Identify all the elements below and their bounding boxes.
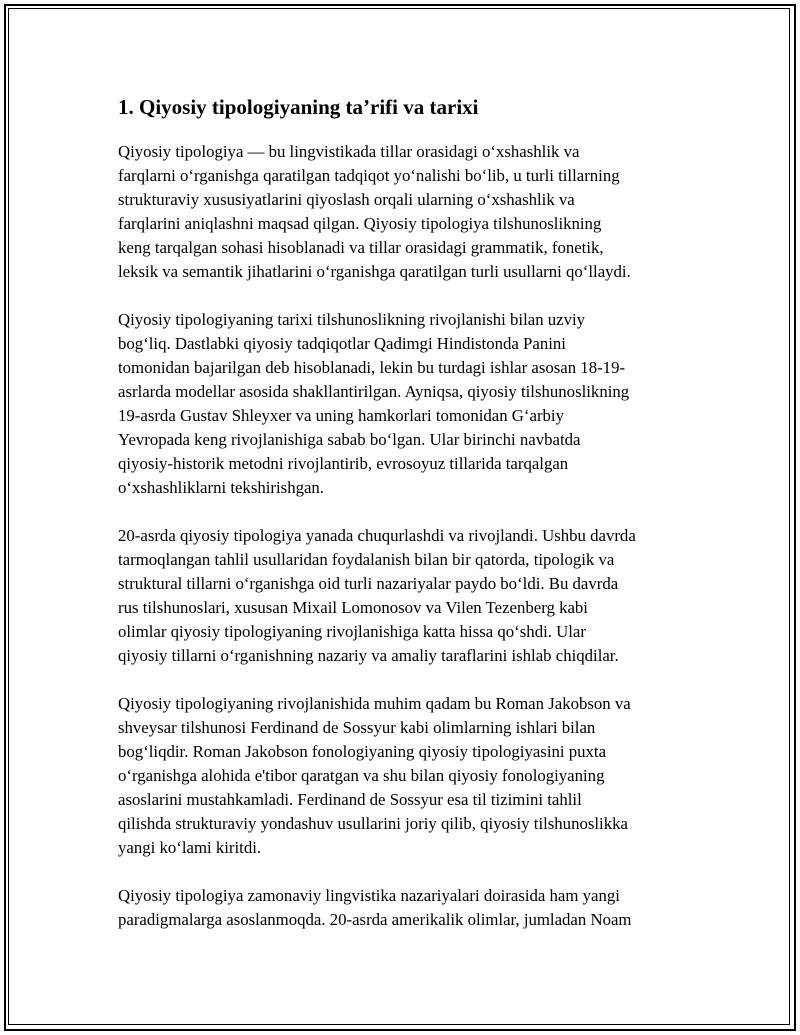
paragraph-line: qiyosiy-historik metodni rivojlantirib, evrosoyuz tillarida tarqalgan bbox=[118, 454, 569, 473]
paragraph-line: Qiyosiy tipologiyaning tarixi tilshunoslikning rivojlanishi bilan uzviy bbox=[118, 310, 586, 329]
body-paragraph bbox=[118, 524, 688, 668]
paragraph-line: struktural tillarni oʻrganishga oid turli nazariyalar paydo boʻldi. Bu davrda bbox=[118, 574, 619, 593]
body-paragraph bbox=[118, 308, 688, 500]
paragraph-line: paradigmalarga asoslanmoqda. 20-asrda amerikalik olimlar, jumladan Noam bbox=[118, 910, 632, 929]
paragraph-line: tarmoqlangan tahlil usullaridan foydalanish bilan bir qatorda, tipologik va bbox=[118, 550, 615, 569]
body-paragraph bbox=[118, 140, 688, 284]
paragraph-line: asrlarda modellar asosida shakllantirilgan. Ayniqsa, qiyosiy tilshunoslikning bbox=[118, 382, 630, 401]
paragraph-line: qiyosiy tillarni oʻrganishning nazariy va amaliy taraflarini ishlab chiqdilar. bbox=[118, 646, 619, 665]
paragraph-line: 20-asrda qiyosiy tipologiya yanada chuqurlashdi va rivojlandi. Ushbu davrda bbox=[118, 526, 636, 545]
document-content bbox=[118, 90, 688, 956]
paragraph-line: 19-asrda Gustav Shleyxer va uning hamkorlari tomonidan Gʻarbiy bbox=[118, 406, 564, 425]
section-heading: 1. Qiyosiy tipologiyaning ta’rifi va tarixi bbox=[118, 95, 479, 119]
paragraph-line: Qiyosiy tipologiya zamonaviy lingvistika nazariyalari doirasida ham yangi bbox=[118, 886, 620, 905]
paragraph-line: bogʻliqdir. Roman Jakobson fonologiyaning qiyosiy tipologiyasini puxta bbox=[118, 742, 607, 761]
body-paragraph bbox=[118, 884, 688, 932]
paragraph-line: yangi koʻlami kiritdi. bbox=[118, 838, 262, 857]
paragraph-line: asoslarini mustahkamladi. Ferdinand de Sossyur esa til tizimini tahlil bbox=[118, 790, 582, 809]
paragraph-line: Yevropada keng rivojlanishiga sabab boʻlgan. Ular birinchi navbatda bbox=[118, 430, 581, 449]
paragraph-line: keng tarqalgan sohasi hisoblanadi va tillar orasidagi grammatik, fonetik, bbox=[118, 238, 604, 257]
paragraph-line: Qiyosiy tipologiya — bu lingvistikada tillar orasidagi oʻxshashlik va bbox=[118, 142, 580, 161]
paragraph-line: shveysar tilshunosi Ferdinand de Sossyur kabi olimlarning ishlari bilan bbox=[118, 718, 596, 737]
paragraph-line: farqlarini aniqlashni maqsad qilgan. Qiyosiy tipologiya tilshunoslikning bbox=[118, 214, 602, 233]
body-paragraph bbox=[118, 692, 688, 860]
paragraph-line: qilishda strukturaviy yondashuv usullarini joriy qilib, qiyosiy tilshunoslikka bbox=[118, 814, 628, 833]
paragraph-line: strukturaviy xususiyatlarini qiyoslash orqali ularning oʻxshashlik va bbox=[118, 190, 575, 209]
paragraph-line: Qiyosiy tipologiyaning rivojlanishida muhim qadam bu Roman Jakobson va bbox=[118, 694, 631, 713]
paragraph-line: olimlar qiyosiy tipologiyaning rivojlanishiga katta hissa qoʻshdi. Ular bbox=[118, 622, 586, 641]
document-body bbox=[118, 140, 688, 932]
paragraph-line: oʻxshashliklarni tekshirishgan. bbox=[118, 478, 325, 497]
paragraph-line: leksik va semantik jihatlarini oʻrganishga qaratilgan turli usullarni qoʻllaydi. bbox=[118, 262, 631, 281]
paragraph-line: bogʻliq. Dastlabki qiyosiy tadqiqotlar Qadimgi Hindistonda Panini bbox=[118, 334, 566, 353]
paragraph-line: oʻrganishga alohida e'tibor qaratgan va shu bilan qiyosiy fonologiyaning bbox=[118, 766, 605, 785]
paragraph-line: rus tilshunoslari, xususan Mixail Lomonosov va Vilen Tezenberg kabi bbox=[118, 598, 588, 617]
paragraph-line: tomonidan bajarilgan deb hisoblanadi, lekin bu turdagi ishlar asosan 18-19- bbox=[118, 358, 626, 377]
paragraph-line: farqlarni oʻrganishga qaratilgan tadqiqot yoʻnalishi boʻlib, u turli tillarning bbox=[118, 166, 620, 185]
